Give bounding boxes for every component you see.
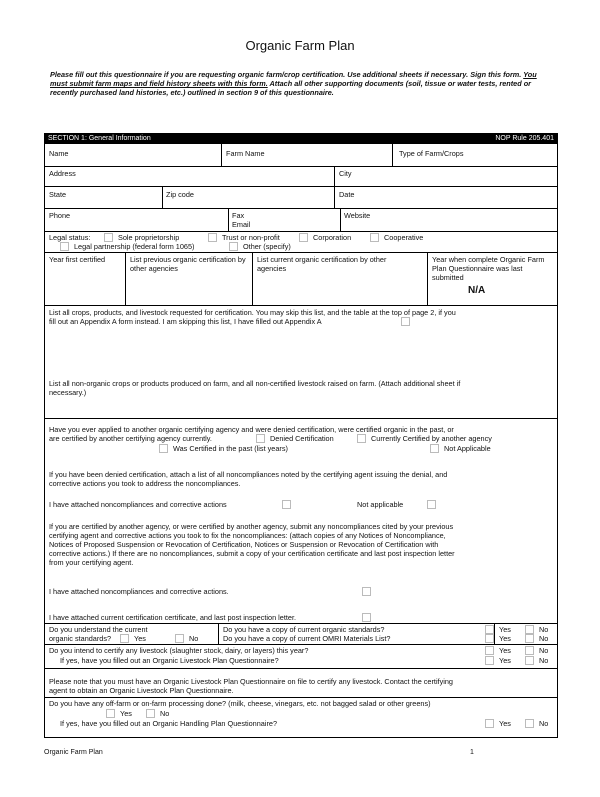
livestock-yes-checkbox[interactable] — [485, 646, 494, 655]
not-applicable-2-checkbox[interactable] — [427, 500, 436, 509]
not-applicable-2-label: Not applicable — [357, 500, 404, 509]
processing-yes-checkbox[interactable] — [106, 709, 115, 718]
attached-3-label: I have attached current certification certificate, and last post inspection letter. — [49, 613, 297, 622]
handling-no-checkbox[interactable] — [525, 719, 534, 728]
date-field[interactable]: Date — [339, 190, 355, 199]
type-field[interactable]: Type of Farm/Crops — [399, 149, 464, 158]
livestock-no-checkbox[interactable] — [525, 646, 534, 655]
livestock-plan-no-checkbox[interactable] — [525, 656, 534, 665]
section-header — [44, 133, 558, 144]
understand-yes-checkbox[interactable] — [120, 634, 129, 643]
corporation-label: Corporation — [313, 233, 352, 242]
nonorganic-instructions-2: necessary.) — [49, 388, 87, 397]
omri-no-checkbox[interactable] — [525, 634, 534, 643]
processing-no-checkbox[interactable] — [146, 709, 155, 718]
livestock-yes-label: Yes — [499, 646, 511, 655]
attached-2-checkbox[interactable] — [362, 587, 371, 596]
standards-yes-label: Yes — [499, 625, 511, 634]
livestock-plan-yes-checkbox[interactable] — [485, 656, 494, 665]
denied-checkbox[interactable] — [256, 434, 265, 443]
livestock-plan-no-label: No — [539, 656, 549, 665]
cert-note-1: If you are certified by another agency, or were certified by another agency, submit any noncompliances cited by your previous — [49, 522, 454, 531]
sole-checkbox[interactable] — [104, 233, 113, 242]
livestock-note-2: agent to obtain an Organic Livestock Plan Questionnaire. — [49, 686, 234, 695]
handling-yes-label: Yes — [499, 719, 511, 728]
processing-yes-label: Yes — [120, 709, 132, 718]
processing-question: Do you have any off-farm or on-farm processing done? (milk, cheese, vinegars, etc. not bagged salad or other greens) — [49, 699, 431, 708]
omri-yes-label: Yes — [499, 634, 511, 643]
understand-question-2: organic standards? — [49, 634, 112, 643]
cert-note-5: from your certifying agent. — [49, 558, 134, 567]
history-question: Have you ever applied to another organic certifying agency and were denied certification, were certified organic in the past, or — [49, 425, 454, 434]
attached-checkbox[interactable] — [282, 500, 291, 509]
omri-no-label: No — [539, 634, 549, 643]
footer-title: Organic Farm Plan — [44, 749, 103, 756]
trust-label: Trust or non-profit — [222, 233, 280, 242]
coop-checkbox[interactable] — [370, 233, 379, 242]
currently-certified-checkbox[interactable] — [357, 434, 366, 443]
zip-field[interactable]: Zip code — [166, 190, 194, 199]
standards-no-checkbox[interactable] — [525, 625, 534, 634]
farm-name-field[interactable]: Farm Name — [226, 149, 265, 158]
section-rule: NOP Rule 205.401 — [495, 134, 554, 142]
cert-note-2: certifying agent and corrective actions you took to fix the noncompliances: (attach copies of any Notices of Noncompliance, — [49, 531, 446, 540]
trust-checkbox[interactable] — [208, 233, 217, 242]
standards-no-label: No — [539, 625, 549, 634]
corporation-checkbox[interactable] — [299, 233, 308, 242]
past-certified-checkbox[interactable] — [159, 444, 168, 453]
not-applicable-label: Not Applicable — [444, 444, 491, 453]
attached-label: I have attached noncompliances and corrective actions — [49, 500, 227, 509]
currently-certified-label: Currently Certified by another agency — [371, 434, 492, 443]
history-question-2: are certified by another certifying agency currently. — [49, 434, 212, 443]
address-field[interactable]: Address — [49, 169, 76, 178]
copy-omri-question: Do you have a copy of current OMRI Materials List? — [223, 634, 391, 643]
standards-yes-checkbox[interactable] — [485, 625, 494, 634]
handling-yes-checkbox[interactable] — [485, 719, 494, 728]
livestock-plan-yes-label: Yes — [499, 656, 511, 665]
fax-field[interactable]: Fax — [232, 211, 245, 220]
current-certification[interactable]: List current organic certification by other agencies — [257, 255, 387, 273]
cert-note-4: corrective actions.) If there are no noncompliances, submit a copy of your certification certificate and last post inspection letter — [49, 549, 455, 558]
omri-yes-checkbox[interactable] — [485, 634, 494, 643]
previous-certification[interactable]: List previous organic certification by other agencies — [130, 255, 246, 273]
page-title: Organic Farm Plan — [245, 38, 355, 53]
copy-standards-question: Do you have a copy of current organic standards? — [223, 625, 385, 634]
page-number: 1 — [470, 749, 474, 756]
attached-3-checkbox[interactable] — [362, 613, 371, 622]
year-first-certified[interactable]: Year first certified — [49, 255, 106, 264]
year-last-submitted-value: N/A — [468, 285, 486, 296]
crops-instructions: List all crops, products, and livestock requested for certification. You may skip this list, and the table at the top of page 2, if you — [49, 308, 456, 317]
denied-label: Denied Certification — [270, 434, 334, 443]
understand-no-checkbox[interactable] — [175, 634, 184, 643]
coop-label: Cooperative — [384, 233, 424, 242]
legal-status-label: Legal status: — [49, 233, 91, 242]
phone-field[interactable]: Phone — [49, 211, 71, 220]
denied-note: If you have been denied certification, attach a list of all noncompliances noted by the certifying agent issuing the denial, and — [49, 470, 448, 479]
sole-label: Sole proprietorship — [118, 233, 180, 242]
livestock-note: Please note that you must have an Organic Livestock Plan Questionnaire on file to certify any livestock. Contact the certifying — [49, 677, 453, 686]
partnership-checkbox[interactable] — [60, 242, 69, 251]
nonorganic-instructions: List all non-organic crops or products produced on farm, and all non-certified livestock raised on farm. (Attach additional sheet if — [49, 379, 461, 388]
livestock-question: Do you intend to certify any livestock (slaughter stock, dairy, or layers) this year? — [49, 646, 309, 655]
cert-note-3: Notices of Proposed Suspension or Revocation of Certification, Notices or Suspension or Revocation of Certification with — [49, 540, 439, 549]
name-field[interactable]: Name — [49, 149, 69, 158]
attached-2-label: I have attached noncompliances and corrective actions. — [49, 587, 229, 596]
livestock-plan-question: If yes, have you filled out an Organic Livestock Plan Questionnaire? — [60, 656, 279, 665]
email-field[interactable]: Email — [232, 220, 251, 229]
appendix-a-checkbox[interactable] — [401, 317, 410, 326]
handling-question: If yes, have you filled out an Organic Handling Plan Questionnaire? — [60, 719, 278, 728]
processing-no-label: No — [160, 709, 170, 718]
understand-no-label: No — [189, 634, 199, 643]
handling-no-label: No — [539, 719, 549, 728]
section-title: SECTION 1: General Information — [48, 134, 151, 142]
instructions: Please fill out this questionnaire if you are requesting organic farm/crop certification. Use additional sheets if necessary. Sign this form. You must submit farm maps and field history sheets with this form. Attach all other supporting documents (soil, tissue or water tests, rented or recently purchased land histories, etc.) outlined in section 9 of this questionnaire. — [50, 70, 537, 98]
partnership-label: Legal partnership (federal form 1065) — [74, 242, 195, 251]
understand-yes-label: Yes — [134, 634, 146, 643]
other-checkbox[interactable] — [229, 242, 238, 251]
other-label: Other (specify) — [243, 242, 291, 251]
livestock-no-label: No — [539, 646, 549, 655]
website-field[interactable]: Website — [344, 211, 371, 220]
understand-question: Do you understand the current — [49, 625, 148, 634]
year-last-submitted[interactable]: Year when complete Organic Farm Plan Questionnaire was last submitted — [432, 255, 545, 282]
denied-note-2: corrective actions you took to address the noncompliances. — [49, 479, 241, 488]
past-certified-label: Was Certified in the past (list years) — [173, 444, 288, 453]
not-applicable-checkbox[interactable] — [430, 444, 439, 453]
city-field[interactable]: City — [339, 169, 352, 178]
state-field[interactable]: State — [49, 190, 67, 199]
crops-instructions-2: fill out an Appendix A form instead. I am skipping this list, I have filled out Appendix A — [49, 317, 322, 326]
